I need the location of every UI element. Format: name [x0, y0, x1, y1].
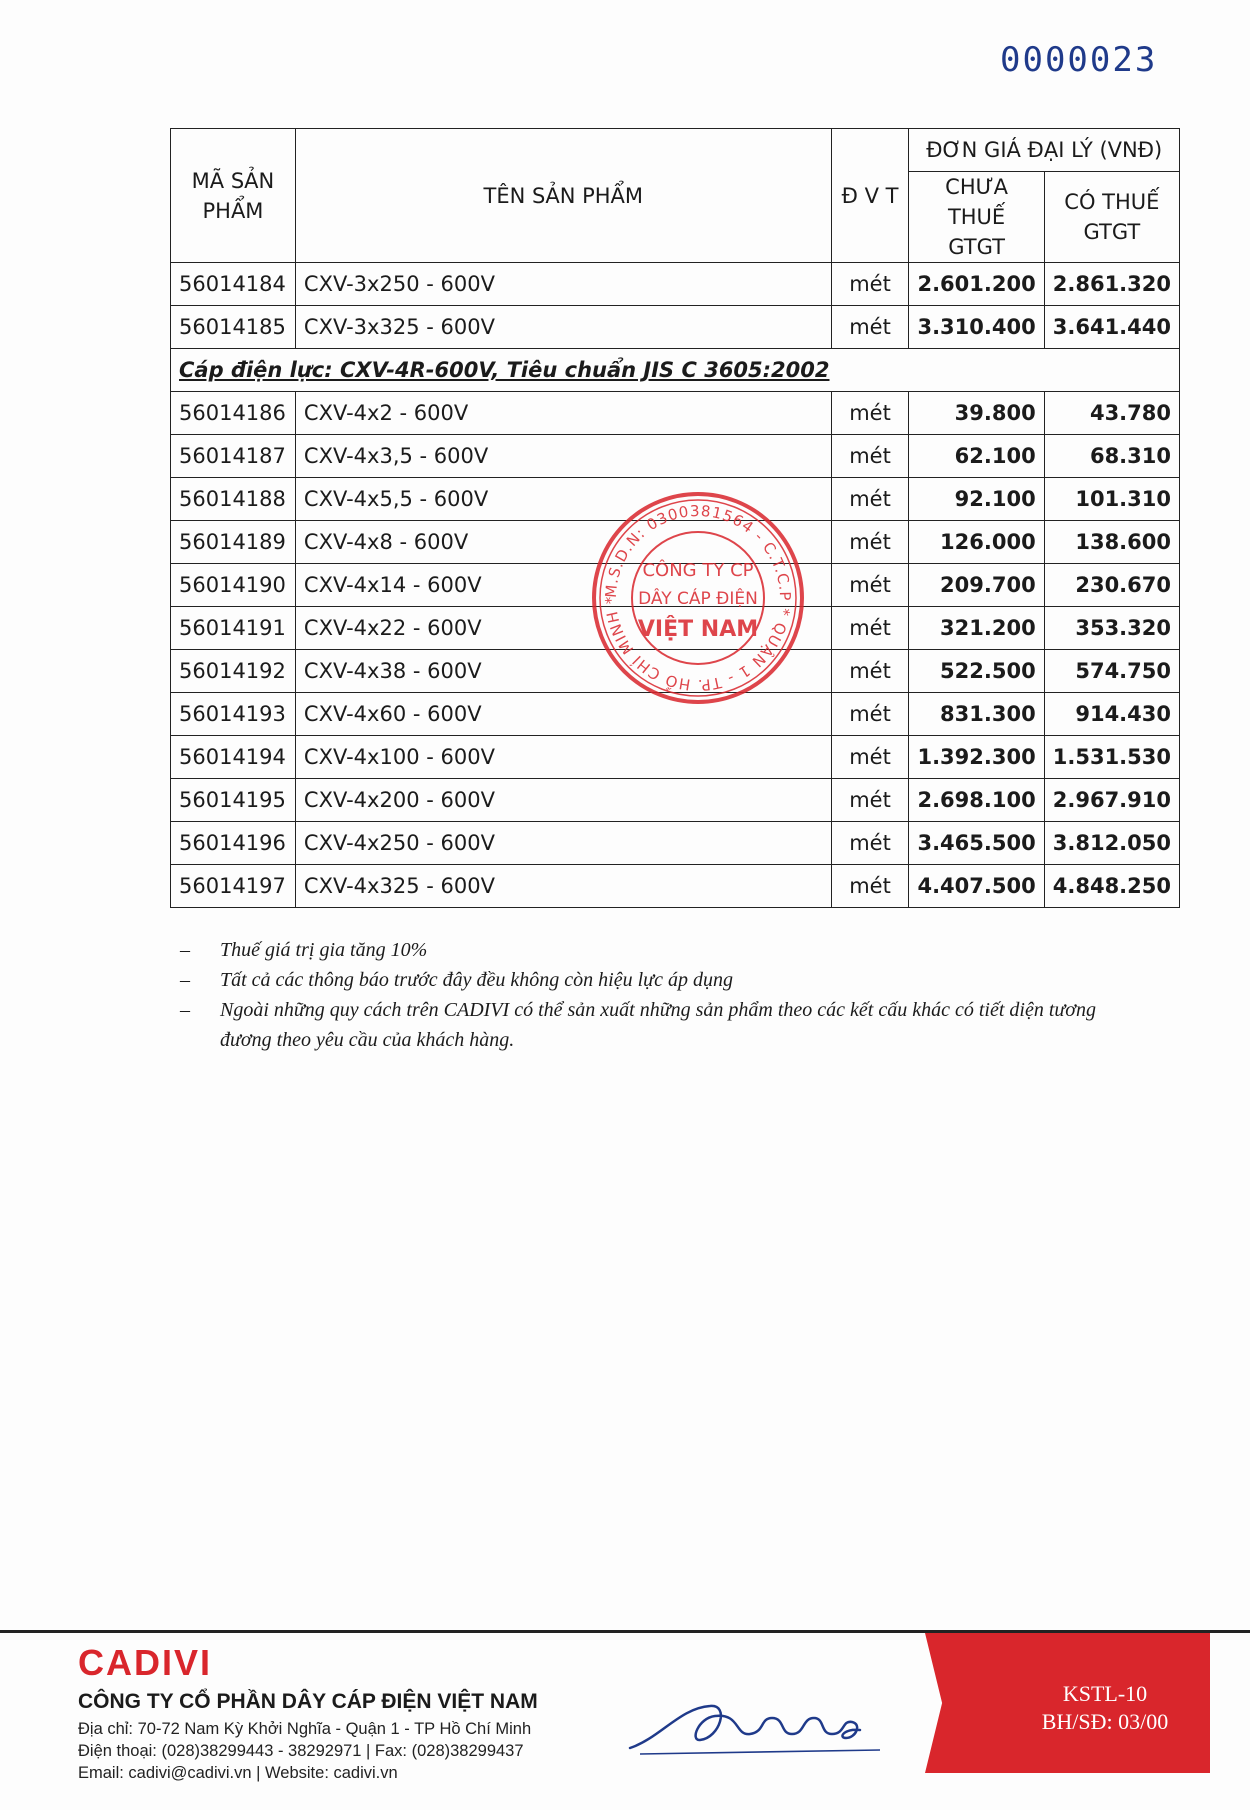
header-product-name: TÊN SẢN PHẨM: [295, 129, 831, 263]
price-pre-tax: 2.698.100: [909, 779, 1044, 822]
product-name: CXV-4x325 - 600V: [295, 865, 831, 908]
price-pre-tax: 126.000: [909, 521, 1044, 564]
section-row: [171, 349, 1180, 392]
unit: mét: [831, 564, 909, 607]
notes-list: [180, 935, 1140, 1055]
price-with-tax: 3.812.050: [1044, 822, 1179, 865]
product-code: 56014194: [171, 736, 296, 779]
price-pre-tax: 92.100: [909, 478, 1044, 521]
price-pre-tax: 39.800: [909, 392, 1044, 435]
unit: mét: [831, 693, 909, 736]
price-pre-tax: 3.310.400: [909, 306, 1044, 349]
unit: mét: [831, 607, 909, 650]
brand-logo: CADIVI: [78, 1642, 213, 1683]
price-with-tax: 68.310: [1044, 435, 1179, 478]
price-pre-tax: 62.100: [909, 435, 1044, 478]
company-name: CÔNG TY CỔ PHẦN DÂY CÁP ĐIỆN VIỆT NAM: [78, 1690, 538, 1713]
unit: mét: [831, 435, 909, 478]
header-unit: Đ V T: [831, 129, 909, 263]
product-name: CXV-4x100 - 600V: [295, 736, 831, 779]
price-with-tax: 138.600: [1044, 521, 1179, 564]
price-with-tax: 574.750: [1044, 650, 1179, 693]
price-pre-tax: 4.407.500: [909, 865, 1044, 908]
table-row: [171, 263, 1180, 306]
note-item: – Tất cả các thông báo trước đây đều không còn hiệu lực áp dụng: [180, 965, 1140, 995]
product-name: CXV-4x22 - 600V: [295, 607, 831, 650]
form-code: KSTL-10: [1062, 1681, 1148, 1706]
product-name: CXV-4x8 - 600V: [295, 521, 831, 564]
svg-text:DÂY CÁP ĐIỆN: DÂY CÁP ĐIỆN: [638, 589, 758, 609]
header-product-code: MÃ SẢN PHẨM: [171, 129, 296, 263]
unit: mét: [831, 521, 909, 564]
document-number: 0000023: [1000, 40, 1158, 80]
product-name: CXV-4x60 - 600V: [295, 693, 831, 736]
price-with-tax: 1.531.530: [1044, 736, 1179, 779]
price-pre-tax: 522.500: [909, 650, 1044, 693]
product-code: 56014195: [171, 779, 296, 822]
price-with-tax: 2.861.320: [1044, 263, 1179, 306]
product-code: 56014192: [171, 650, 296, 693]
product-name: CXV-4x38 - 600V: [295, 650, 831, 693]
unit: mét: [831, 306, 909, 349]
footer-divider: [0, 1630, 1250, 1633]
product-code: 56014196: [171, 822, 296, 865]
product-code: 56014185: [171, 306, 296, 349]
handwritten-signature: [620, 1688, 890, 1760]
table-row: [171, 865, 1180, 908]
form-code-block: [1015, 1680, 1195, 1736]
unit: mét: [831, 392, 909, 435]
price-pre-tax: 3.465.500: [909, 822, 1044, 865]
unit: mét: [831, 736, 909, 779]
table-row: [171, 779, 1180, 822]
header-price-with-tax: CÓ THUẾ GTGT: [1044, 172, 1179, 263]
product-name: CXV-4x3,5 - 600V: [295, 435, 831, 478]
company-seal: [588, 488, 808, 708]
unit: mét: [831, 822, 909, 865]
note-item: – Thuế giá trị gia tăng 10%: [180, 935, 1140, 965]
price-pre-tax: 2.601.200: [909, 263, 1044, 306]
unit: mét: [831, 779, 909, 822]
svg-text:CÔNG TY CP: CÔNG TY CP: [642, 560, 754, 581]
svg-text:VIỆT NAM: VIỆT NAM: [637, 617, 759, 642]
note-item: – Ngoài những quy cách trên CADIVI có thể sản xuất những sản phẩm theo các kết cấu khác có tiết diện tương đương theo yêu cầu của khách hàng.: [180, 995, 1140, 1055]
product-name: CXV-3x250 - 600V: [295, 263, 831, 306]
header-price-pre-tax: CHƯA THUẾ GTGT: [909, 172, 1044, 263]
product-code: 56014197: [171, 865, 296, 908]
product-code: 56014186: [171, 392, 296, 435]
unit: mét: [831, 650, 909, 693]
product-code: 56014193: [171, 693, 296, 736]
unit: mét: [831, 478, 909, 521]
product-name: CXV-4x200 - 600V: [295, 779, 831, 822]
product-code: 56014190: [171, 564, 296, 607]
form-revision: BH/SĐ: 03/00: [1041, 1709, 1169, 1734]
price-with-tax: 2.967.910: [1044, 779, 1179, 822]
product-name: CXV-4x2 - 600V: [295, 392, 831, 435]
product-code: 56014184: [171, 263, 296, 306]
unit: mét: [831, 865, 909, 908]
product-code: 56014187: [171, 435, 296, 478]
section-title: Cáp điện lực: CXV-4R-600V, Tiêu chuẩn JIS C 3605:2002: [171, 349, 1180, 392]
unit: mét: [831, 263, 909, 306]
product-code: 56014189: [171, 521, 296, 564]
price-pre-tax: 209.700: [909, 564, 1044, 607]
table-row: [171, 736, 1180, 779]
company-email: Email: cadivi@cadivi.vn | Website: cadivi.vn: [78, 1764, 398, 1782]
product-code: 56014191: [171, 607, 296, 650]
price-with-tax: 43.780: [1044, 392, 1179, 435]
price-pre-tax: 321.200: [909, 607, 1044, 650]
product-name: CXV-4x5,5 - 600V: [295, 478, 831, 521]
price-with-tax: 3.641.440: [1044, 306, 1179, 349]
price-pre-tax: 831.300: [909, 693, 1044, 736]
product-name: CXV-3x325 - 600V: [295, 306, 831, 349]
company-address: Địa chỉ: 70-72 Nam Kỳ Khởi Nghĩa - Quận 1 - TP Hồ Chí Minh: [78, 1720, 532, 1738]
table-row: [171, 306, 1180, 349]
product-code: 56014188: [171, 478, 296, 521]
price-pre-tax: 1.392.300: [909, 736, 1044, 779]
company-phone: Điện thoại: (028)38299443 - 38292971 | Fax: (028)38299437: [78, 1742, 524, 1760]
price-with-tax: 230.670: [1044, 564, 1179, 607]
table-row: [171, 392, 1180, 435]
product-name: CXV-4x250 - 600V: [295, 822, 831, 865]
table-row: [171, 435, 1180, 478]
svg-text:M.S.D.N: 0300381564 - C.T.C.P: M.S.D.N: 0300381564 - C.T.C.P * QUẬN 1 - TP. HỒ CHÍ MINH *: [601, 501, 795, 695]
table-row: [171, 822, 1180, 865]
header-price-group: ĐƠN GIÁ ĐẠI LÝ (VNĐ): [909, 129, 1180, 172]
price-with-tax: 353.320: [1044, 607, 1179, 650]
price-with-tax: 914.430: [1044, 693, 1179, 736]
price-with-tax: 101.310: [1044, 478, 1179, 521]
product-name: CXV-4x14 - 600V: [295, 564, 831, 607]
price-with-tax: 4.848.250: [1044, 865, 1179, 908]
